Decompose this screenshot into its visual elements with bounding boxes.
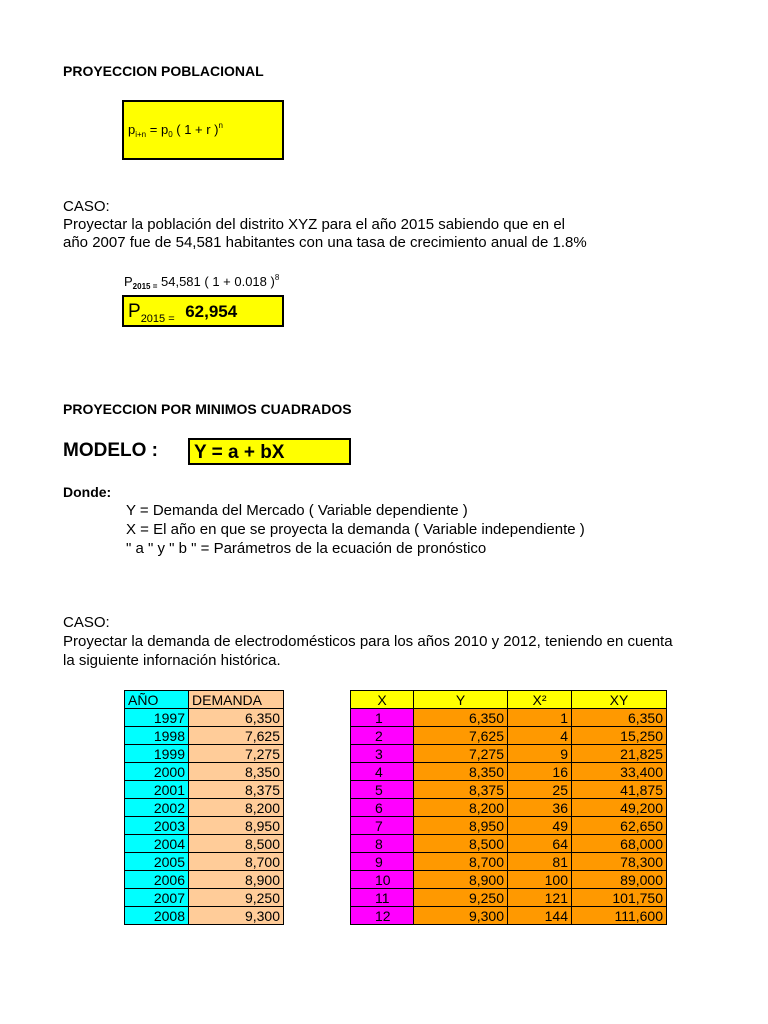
cell-demanda: 7,625 bbox=[189, 727, 284, 745]
caso-line-1b: año 2007 fue de 54,581 habitantes con una tasa de crecimiento anual de 1.8% bbox=[63, 234, 587, 251]
cell-x2: 9 bbox=[508, 745, 572, 763]
cell-x: 3 bbox=[351, 745, 414, 763]
table-row bbox=[351, 745, 667, 763]
header-y: Y bbox=[414, 691, 508, 709]
cell-xy: 21,825 bbox=[572, 745, 667, 763]
cell-demanda: 7,275 bbox=[189, 745, 284, 763]
demand-history-table bbox=[124, 690, 284, 925]
table-header-row bbox=[125, 691, 284, 709]
cell-x2: 25 bbox=[508, 781, 572, 799]
cell-ano: 2002 bbox=[125, 799, 189, 817]
cell-x: 12 bbox=[351, 907, 414, 925]
cell-y: 7,275 bbox=[414, 745, 508, 763]
cell-x: 7 bbox=[351, 817, 414, 835]
cell-y: 6,350 bbox=[414, 709, 508, 727]
cell-xy: 62,650 bbox=[572, 817, 667, 835]
cell-ano: 2007 bbox=[125, 889, 189, 907]
table-row bbox=[351, 781, 667, 799]
cell-xy: 41,875 bbox=[572, 781, 667, 799]
cell-x2: 36 bbox=[508, 799, 572, 817]
cell-y: 9,300 bbox=[414, 907, 508, 925]
cell-demanda: 9,250 bbox=[189, 889, 284, 907]
cell-ano: 2001 bbox=[125, 781, 189, 799]
cell-x2: 144 bbox=[508, 907, 572, 925]
section2-title: PROYECCION POR MINIMOS CUADRADOS bbox=[63, 401, 352, 417]
cell-xy: 101,750 bbox=[572, 889, 667, 907]
formula-box bbox=[122, 100, 284, 160]
cell-x2: 49 bbox=[508, 817, 572, 835]
cell-x2: 121 bbox=[508, 889, 572, 907]
cell-x2: 100 bbox=[508, 871, 572, 889]
header-x2: X² bbox=[508, 691, 572, 709]
header-xy: XY bbox=[572, 691, 667, 709]
cell-ano: 1998 bbox=[125, 727, 189, 745]
cell-x2: 81 bbox=[508, 853, 572, 871]
table-row bbox=[351, 853, 667, 871]
table-row bbox=[125, 709, 284, 727]
least-squares-table bbox=[350, 690, 667, 925]
cell-x: 6 bbox=[351, 799, 414, 817]
calc-expression: $P_{2015 =}$ 54,581 ( 1 + 0.018 )$^8$ bbox=[124, 273, 280, 291]
cell-y: 8,350 bbox=[414, 763, 508, 781]
cell-demanda: 8,950 bbox=[189, 817, 284, 835]
cell-x: 11 bbox=[351, 889, 414, 907]
cell-demanda: 8,200 bbox=[189, 799, 284, 817]
table-row bbox=[125, 871, 284, 889]
caso-label-2: CASO: bbox=[63, 614, 110, 631]
cell-demanda: 8,350 bbox=[189, 763, 284, 781]
table-row bbox=[351, 727, 667, 745]
modelo-box bbox=[188, 438, 351, 465]
cell-y: 8,700 bbox=[414, 853, 508, 871]
table-row bbox=[125, 853, 284, 871]
donde-label: Donde: bbox=[63, 484, 112, 500]
cell-x2: 64 bbox=[508, 835, 572, 853]
table-row bbox=[351, 817, 667, 835]
table-header-row bbox=[351, 691, 667, 709]
table-row bbox=[351, 907, 667, 925]
table-row bbox=[351, 763, 667, 781]
cell-x: 5 bbox=[351, 781, 414, 799]
table-row bbox=[351, 799, 667, 817]
modelo-formula: Y = a + bX bbox=[194, 442, 285, 463]
result-text: $P_{2015 =}$ 62,954 bbox=[128, 301, 238, 325]
cell-y: 8,950 bbox=[414, 817, 508, 835]
cell-y: 7,625 bbox=[414, 727, 508, 745]
definition-ab: " a " y " b " = Parámetros de la ecuación de pronóstico bbox=[126, 540, 487, 557]
cell-x: 4 bbox=[351, 763, 414, 781]
cell-demanda: 6,350 bbox=[189, 709, 284, 727]
cell-ano: 2003 bbox=[125, 817, 189, 835]
header-ano: AÑO bbox=[125, 691, 189, 709]
table-row bbox=[125, 889, 284, 907]
cell-xy: 6,350 bbox=[572, 709, 667, 727]
table-row bbox=[125, 745, 284, 763]
caso-line-2a: Proyectar la demanda de electrodomésticos para los años 2010 y 2012, teniendo en cuenta bbox=[63, 633, 673, 650]
table-row bbox=[351, 889, 667, 907]
cell-xy: 78,300 bbox=[572, 853, 667, 871]
cell-y: 8,200 bbox=[414, 799, 508, 817]
cell-x2: 1 bbox=[508, 709, 572, 727]
cell-xy: 49,200 bbox=[572, 799, 667, 817]
table-row bbox=[125, 727, 284, 745]
table-row bbox=[125, 907, 284, 925]
cell-ano: 2006 bbox=[125, 871, 189, 889]
cell-x: 9 bbox=[351, 853, 414, 871]
cell-y: 8,500 bbox=[414, 835, 508, 853]
result-box bbox=[122, 295, 284, 327]
cell-x2: 16 bbox=[508, 763, 572, 781]
table-row bbox=[125, 835, 284, 853]
cell-ano: 2008 bbox=[125, 907, 189, 925]
caso-label-1: CASO: bbox=[63, 198, 110, 215]
cell-demanda: 8,375 bbox=[189, 781, 284, 799]
table-row bbox=[351, 871, 667, 889]
cell-ano: 1999 bbox=[125, 745, 189, 763]
cell-x2: 4 bbox=[508, 727, 572, 745]
cell-demanda: 8,900 bbox=[189, 871, 284, 889]
cell-demanda: 9,300 bbox=[189, 907, 284, 925]
cell-y: 9,250 bbox=[414, 889, 508, 907]
cell-x: 10 bbox=[351, 871, 414, 889]
table-row bbox=[125, 799, 284, 817]
cell-xy: 111,600 bbox=[572, 907, 667, 925]
cell-xy: 33,400 bbox=[572, 763, 667, 781]
caso-line-2b: la siguiente infornación histórica. bbox=[63, 652, 281, 669]
table-row bbox=[125, 781, 284, 799]
cell-xy: 89,000 bbox=[572, 871, 667, 889]
cell-demanda: 8,700 bbox=[189, 853, 284, 871]
cell-xy: 68,000 bbox=[572, 835, 667, 853]
cell-x: 2 bbox=[351, 727, 414, 745]
table-row bbox=[351, 835, 667, 853]
table-row bbox=[125, 763, 284, 781]
cell-demanda: 8,500 bbox=[189, 835, 284, 853]
cell-ano: 2005 bbox=[125, 853, 189, 871]
cell-ano: 1997 bbox=[125, 709, 189, 727]
section1-title: PROYECCION POBLACIONAL bbox=[63, 63, 264, 79]
modelo-label: MODELO : bbox=[63, 440, 158, 461]
cell-ano: 2000 bbox=[125, 763, 189, 781]
cell-x: 1 bbox=[351, 709, 414, 727]
cell-y: 8,900 bbox=[414, 871, 508, 889]
header-demanda: DEMANDA bbox=[189, 691, 284, 709]
formula-text: $p_{i+n} = p_0$ ( 1 + r )$^n$ bbox=[128, 121, 223, 139]
header-x: X bbox=[351, 691, 414, 709]
definition-y: Y = Demanda del Mercado ( Variable dependiente ) bbox=[126, 502, 468, 519]
definition-x: X = El año en que se proyecta la demanda ( Variable independiente ) bbox=[126, 521, 585, 538]
table-row bbox=[351, 709, 667, 727]
cell-ano: 2004 bbox=[125, 835, 189, 853]
cell-x: 8 bbox=[351, 835, 414, 853]
cell-xy: 15,250 bbox=[572, 727, 667, 745]
caso-line-1a: Proyectar la población del distrito XYZ para el año 2015 sabiendo que en el bbox=[63, 216, 565, 233]
table-row bbox=[125, 817, 284, 835]
cell-y: 8,375 bbox=[414, 781, 508, 799]
